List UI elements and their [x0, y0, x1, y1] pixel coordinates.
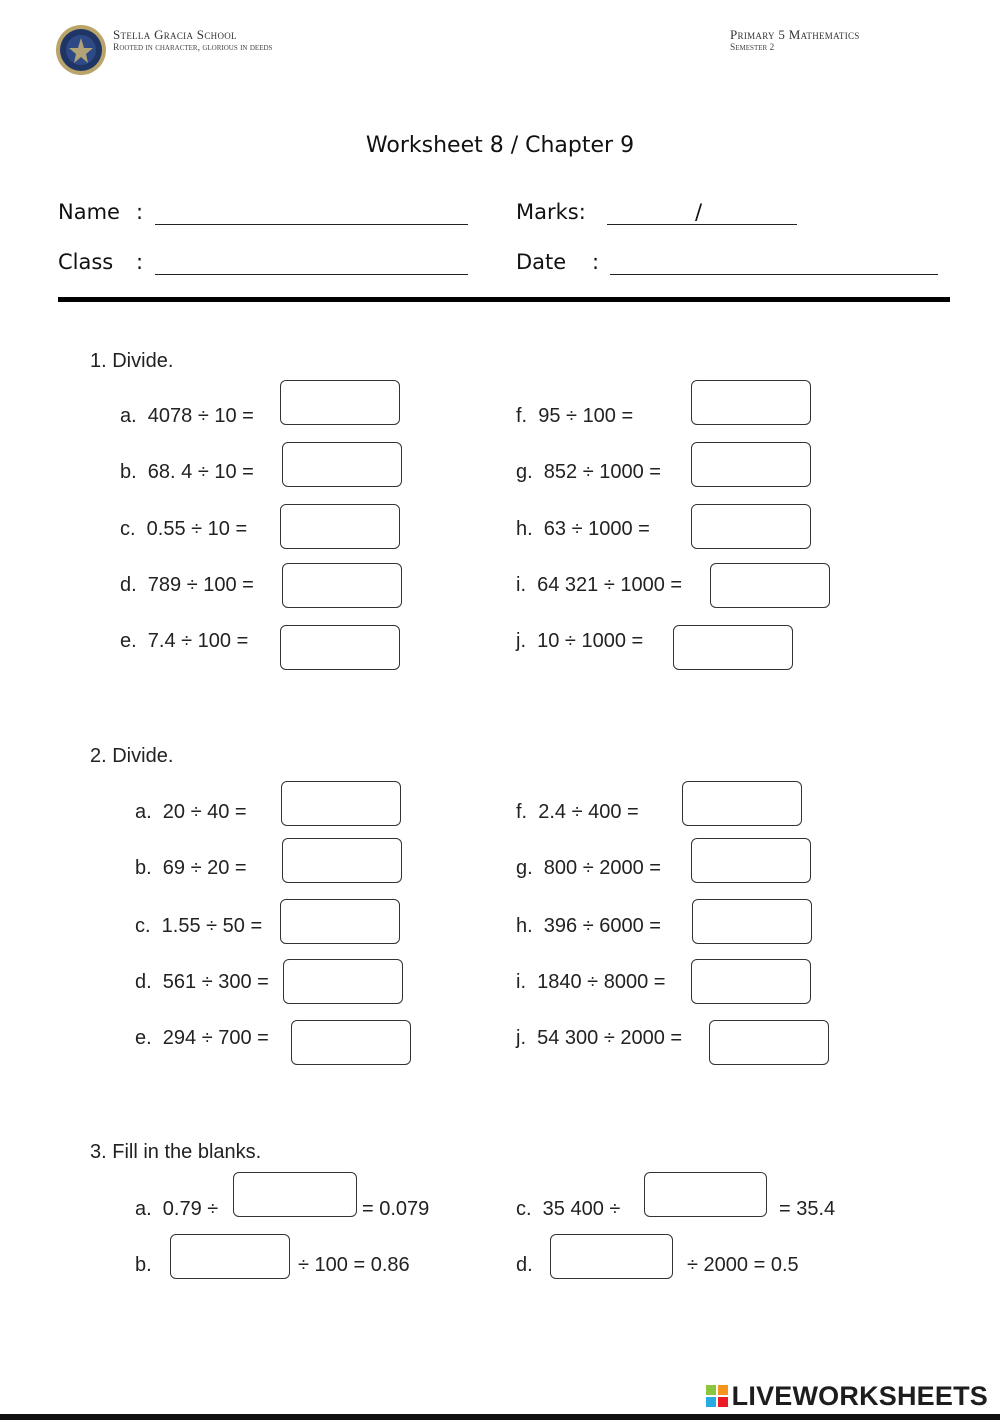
liveworksheets-logo: [706, 1381, 988, 1411]
s2-answer-box-i[interactable]: [691, 959, 811, 1004]
s1-question-g: g. 852 ÷ 1000 =: [516, 461, 661, 483]
s3-question-b-result: ÷ 100 = 0.86: [298, 1254, 410, 1276]
date-colon: :: [592, 250, 600, 274]
s2-answer-box-h[interactable]: [692, 899, 812, 944]
lw-square-red: [718, 1397, 728, 1407]
lw-square-blue: [706, 1397, 716, 1407]
bottom-border: [0, 1414, 1000, 1420]
worksheet-title: Worksheet 8 / Chapter 9: [365, 133, 635, 158]
name-colon: :: [136, 200, 144, 224]
s2-question-h: h. 396 ÷ 6000 =: [516, 915, 661, 937]
s3-question-d-prefix: d.: [516, 1254, 533, 1276]
subject-label: Primary 5 Mathematics: [730, 27, 860, 42]
s3-answer-box-b[interactable]: [170, 1234, 290, 1279]
s1-answer-box-a[interactable]: [280, 380, 400, 425]
s1-answer-box-d[interactable]: [282, 563, 402, 608]
liveworksheets-wordmark: LIVEWORKSHEETS: [731, 1380, 988, 1411]
name-label: Name: [58, 200, 120, 224]
liveworksheets-icon: [706, 1385, 728, 1407]
s1-question-d: d. 789 ÷ 100 =: [120, 574, 254, 596]
s2-answer-box-c[interactable]: [280, 899, 400, 944]
date-field[interactable]: [610, 274, 938, 275]
s3-question-d-result: ÷ 2000 = 0.5: [687, 1254, 799, 1276]
school-name: Stella Gracia School: [113, 27, 237, 42]
s1-answer-box-i[interactable]: [710, 563, 830, 608]
s2-answer-box-f[interactable]: [682, 781, 802, 826]
s1-question-c: c. 0.55 ÷ 10 =: [120, 518, 248, 540]
s1-answer-box-e[interactable]: [280, 625, 400, 670]
lw-square-orange: [718, 1385, 728, 1395]
school-motto: Rooted in character, glorious in deeds: [113, 43, 273, 53]
s2-answer-box-g[interactable]: [691, 838, 811, 883]
section-3-title: 3. Fill in the blanks.: [90, 1141, 262, 1163]
s2-question-j: j. 54 300 ÷ 2000 =: [516, 1027, 683, 1049]
s2-question-i: i. 1840 ÷ 8000 =: [516, 971, 666, 993]
school-crest-logo: [55, 24, 107, 76]
s1-question-j: j. 10 ÷ 1000 =: [516, 630, 644, 652]
s2-question-g: g. 800 ÷ 2000 =: [516, 857, 661, 879]
s2-answer-box-d[interactable]: [283, 959, 403, 1004]
class-label: Class: [58, 250, 114, 274]
class-colon: :: [136, 250, 144, 274]
s1-answer-box-j[interactable]: [673, 625, 793, 670]
marks-slash: /: [695, 200, 703, 224]
date-label: Date: [516, 250, 567, 274]
s1-question-f: f. 95 ÷ 100 =: [516, 405, 634, 427]
s3-question-c-prefix: c. 35 400 ÷: [516, 1198, 621, 1220]
section-1-title: 1. Divide.: [90, 350, 174, 372]
marks-field[interactable]: [607, 224, 797, 225]
s1-question-e: e. 7.4 ÷ 100 =: [120, 630, 249, 652]
s1-question-h: h. 63 ÷ 1000 =: [516, 518, 650, 540]
s2-answer-box-a[interactable]: [281, 781, 401, 826]
semester-label: Semester 2: [730, 43, 775, 53]
s2-question-c: c. 1.55 ÷ 50 =: [135, 915, 263, 937]
s2-question-e: e. 294 ÷ 700 =: [135, 1027, 269, 1049]
s1-answer-box-c[interactable]: [280, 504, 400, 549]
s1-question-a: a. 4078 ÷ 10 =: [120, 405, 254, 427]
s2-question-b: b. 69 ÷ 20 =: [135, 857, 247, 879]
s1-answer-box-f[interactable]: [691, 380, 811, 425]
s1-question-b: b. 68. 4 ÷ 10 =: [120, 461, 254, 483]
s2-answer-box-j[interactable]: [709, 1020, 829, 1065]
s3-question-b-prefix: b.: [135, 1254, 152, 1276]
s1-answer-box-b[interactable]: [282, 442, 402, 487]
marks-label: Marks:: [516, 200, 586, 224]
s2-answer-box-e[interactable]: [291, 1020, 411, 1065]
s2-question-a: a. 20 ÷ 40 =: [135, 801, 247, 823]
s3-answer-box-c[interactable]: [644, 1172, 767, 1217]
s3-question-a-prefix: a. 0.79 ÷: [135, 1198, 219, 1220]
s1-question-i: i. 64 321 ÷ 1000 =: [516, 574, 683, 596]
name-field[interactable]: [155, 224, 468, 225]
section-2-title: 2. Divide.: [90, 745, 174, 767]
header-divider: [58, 297, 950, 302]
s2-answer-box-b[interactable]: [282, 838, 402, 883]
s3-answer-box-a[interactable]: [233, 1172, 357, 1217]
s3-answer-box-d[interactable]: [550, 1234, 673, 1279]
lw-square-green: [706, 1385, 716, 1395]
s1-answer-box-g[interactable]: [691, 442, 811, 487]
class-field[interactable]: [155, 274, 468, 275]
s3-question-a-result: = 0.079: [362, 1198, 430, 1220]
s3-question-c-result: = 35.4: [779, 1198, 836, 1220]
s2-question-d: d. 561 ÷ 300 =: [135, 971, 269, 993]
s1-answer-box-h[interactable]: [691, 504, 811, 549]
s2-question-f: f. 2.4 ÷ 400 =: [516, 801, 639, 823]
